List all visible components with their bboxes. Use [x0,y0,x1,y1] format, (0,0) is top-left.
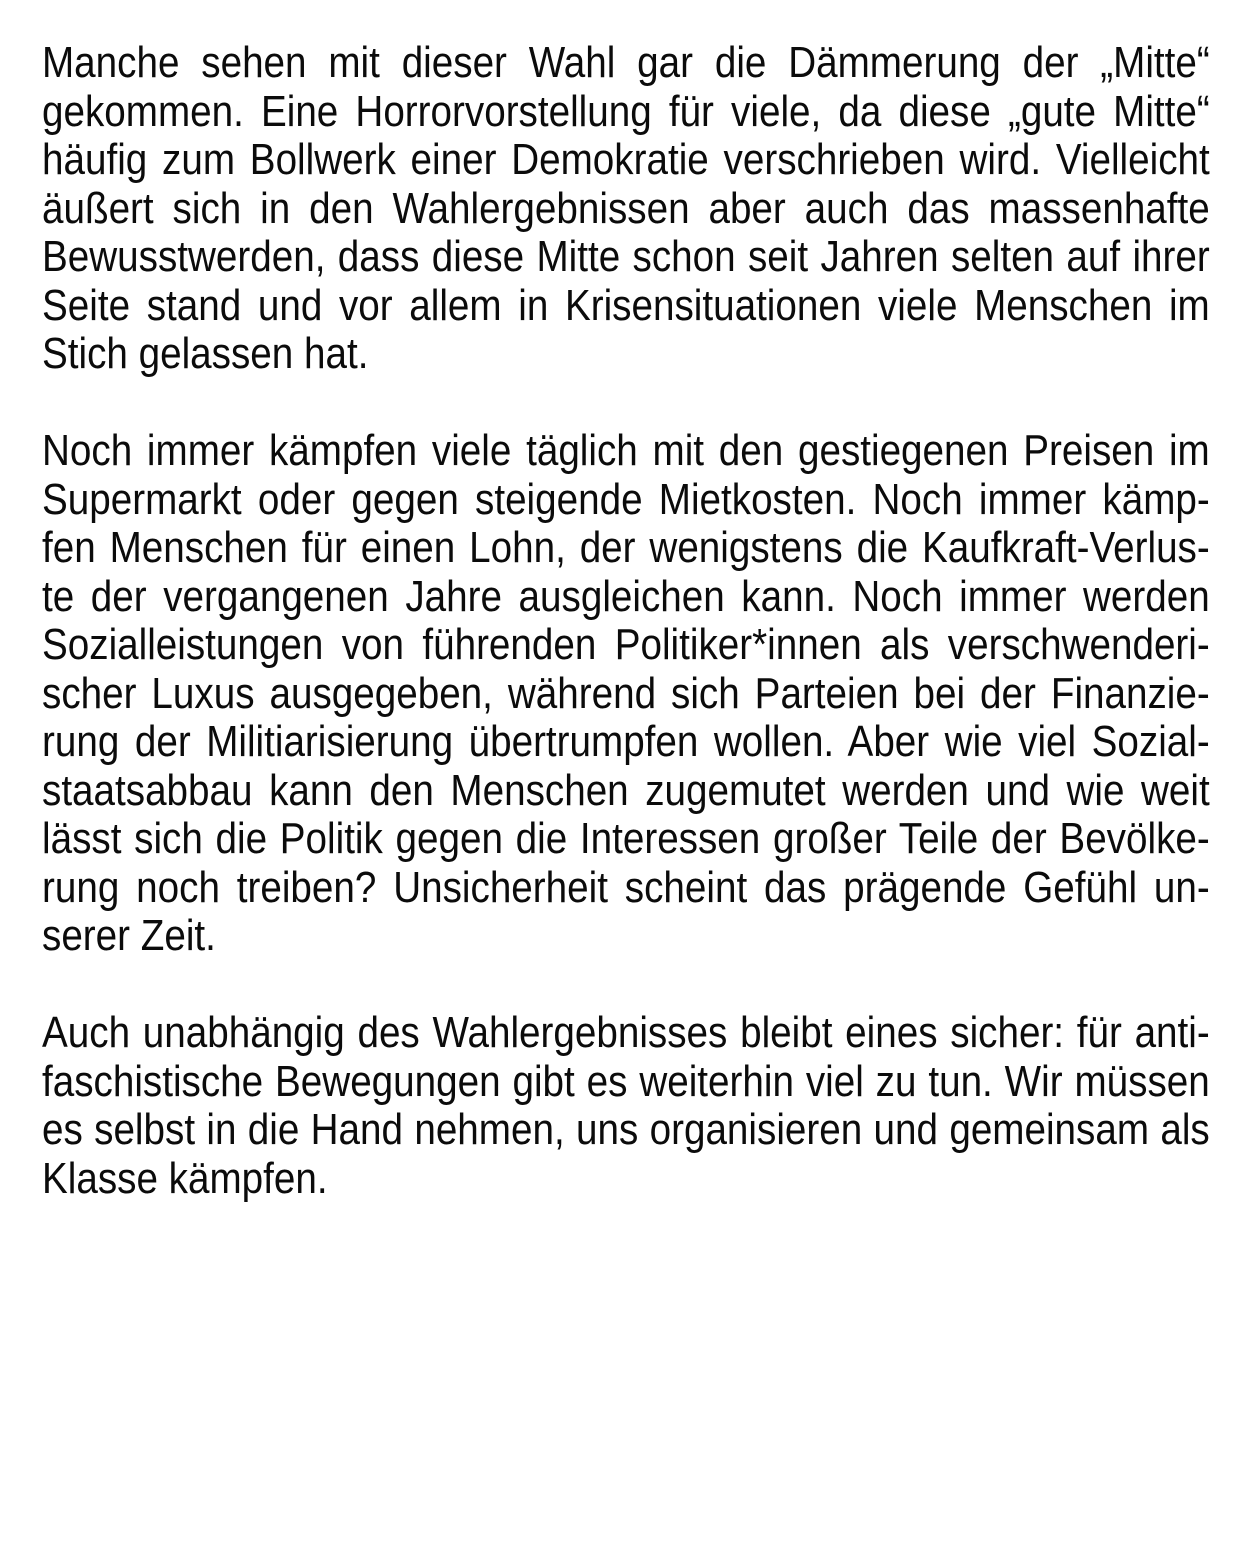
text-line: Auch unabhängig des Wahlergebnisses bleibt eines sicher: für anti- [42,1008,1210,1057]
text-line: häufig zum Bollwerk einer Demokratie verschrieben wird. Vielleicht [42,135,1210,184]
text-line: es selbst in die Hand nehmen, uns organisieren und gemeinsam als [42,1105,1210,1154]
paragraph-3 [42,1009,1210,1203]
paragraph-1 [42,39,1210,379]
text-line: Supermarkt oder gegen steigende Mietkosten. Noch immer kämp- [42,474,1210,524]
text-line: rung der Militiarisierung übertrumpfen wollen. Aber wie viel Sozial- [42,717,1210,766]
text-line: Stich gelassen hat. [42,329,369,378]
text-line: te der vergangenen Jahre ausgleichen kann. Noch immer werden [42,571,1210,621]
text-line: Bewusstwerden, dass diese Mitte schon seit Jahren selten auf ihrer [42,232,1210,281]
text-line: Noch immer kämpfen viele täglich mit den gestiegenen Preisen im [42,426,1210,475]
text-line: Sozialleistungen von führenden Politiker*innen als verschwenderi- [42,620,1210,669]
paragraph-2 [42,427,1210,961]
text-line: rung noch treiben? Unsicherheit scheint das prägende Gefühl un- [42,862,1210,912]
text-line: lässt sich die Politik gegen die Interessen großer Teile der Bevölke- [42,814,1210,863]
text-line: Seite stand und vor allem in Krisensituationen viele Menschen im [42,280,1210,330]
text-line: Klasse kämpfen. [42,1153,328,1203]
text-line: fen Menschen für einen Lohn, der wenigstens die Kaufkraft-Verlus- [42,523,1210,572]
text-line: scher Luxus ausgegeben, während sich Parteien bei der Finanzie- [42,668,1210,718]
text-line: Manche sehen mit dieser Wahl gar die Dämmerung der „Mitte“ [42,38,1210,87]
text-line: äußert sich in den Wahlergebnissen aber auch das massenhafte [42,183,1210,233]
text-line: faschistische Bewegungen gibt es weiterhin viel zu tun. Wir müssen [42,1056,1210,1106]
text-line: staatsabbau kann den Menschen zugemutet werden und wie weit [42,765,1210,815]
text-line: gekommen. Eine Horrorvorstellung für viele, da diese „gute Mitte“ [42,86,1210,136]
article-text [42,39,1210,1252]
text-line: serer Zeit. [42,911,216,960]
